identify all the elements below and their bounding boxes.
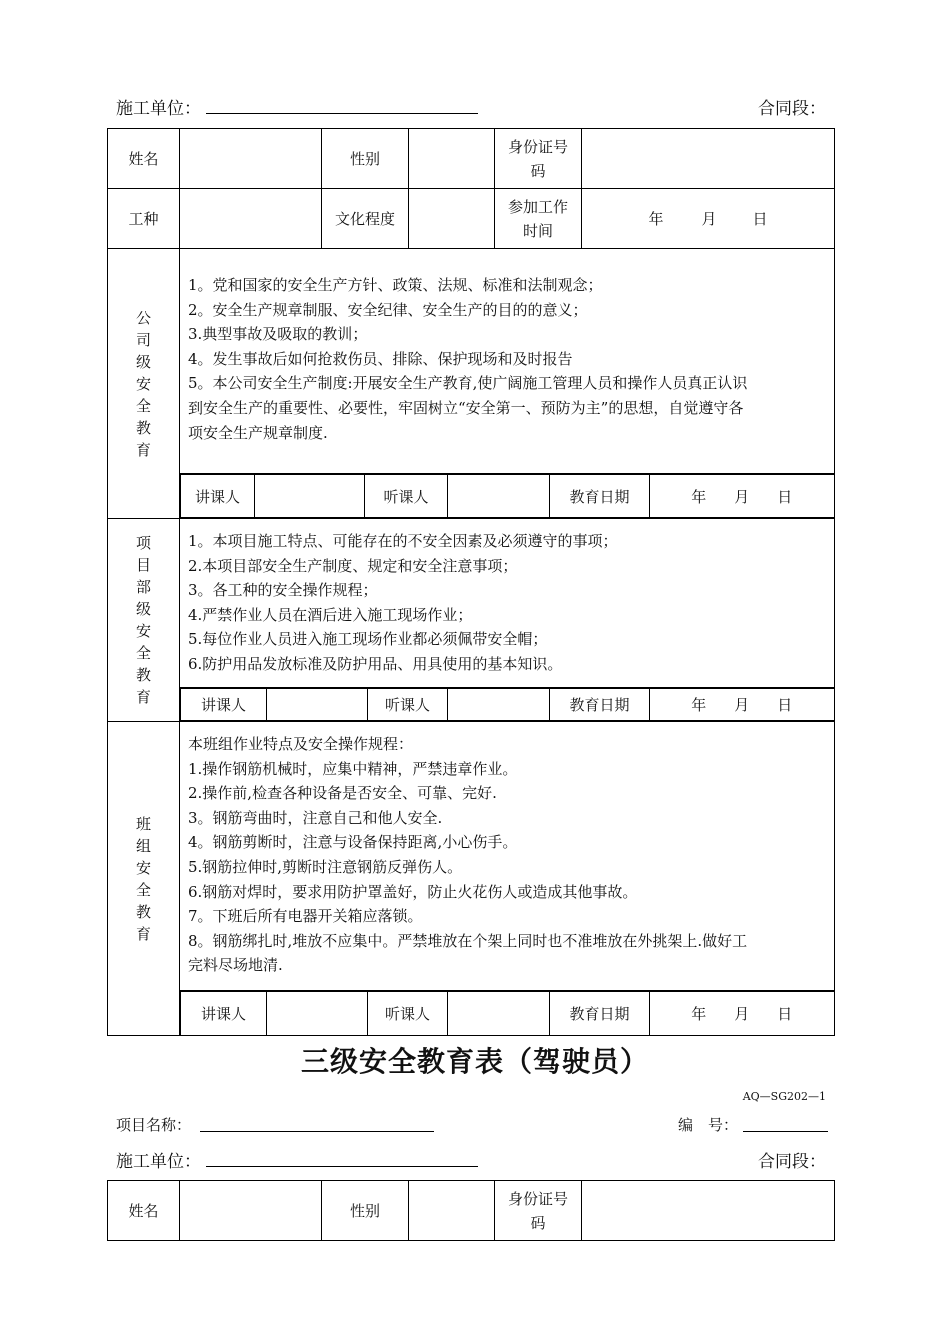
education-date-input[interactable] [650,992,835,1036]
sign-table [180,474,835,518]
number-field[interactable] [743,1131,828,1132]
listener-label: 听课人 [365,475,448,518]
year-label: 年 [691,487,707,506]
content-line: 6.防护用品发放标准及防护用品、用具使用的基本知识。 [188,654,563,673]
team-level-sign [180,991,835,1036]
content-line: 2。安全生产规章制服、安全纪律、安全生产的目的的意义； [188,300,588,319]
year-label: 年 [648,210,664,228]
unit-field[interactable] [206,113,478,114]
work-info-row [108,189,835,249]
company-level-content-row [108,249,835,474]
education-date-label: 教育日期 [550,475,650,518]
content-line: 4。钢筋剪断时，注意与设备保持距离,小心伤手。 [188,833,518,852]
id-number-input[interactable] [582,1181,835,1241]
month-label: 月 [734,696,750,714]
content-line: 5。本公司安全生产制度:开展安全生产教育,使广阔施工管理人员和操作人员真正认识 [188,374,748,393]
month-label: 月 [734,1004,750,1023]
trade-input[interactable] [180,189,322,249]
id-number-label [495,1181,582,1241]
project-level-content-row [108,519,835,688]
work-start-label [495,189,582,249]
title-char: 全 [135,880,151,899]
content-line: 2.操作前,检查各种设备是否安全、可靠、完好. [188,784,497,803]
content-line: 2.本项目部安全生产制度、规定和安全注意事项； [188,556,518,575]
content-line: 1。本项目施工特点、可能存在的不安全因素及必须遵守的事项； [188,532,618,550]
content-line: 3.典型事故及吸取的教训； [188,325,368,344]
number-label: 编 号： [678,1116,739,1134]
title-char: 教 [135,666,151,684]
id-number-label [495,129,582,189]
project-name-label: 项目名称： [116,1116,192,1134]
lecturer-input[interactable] [267,689,368,721]
month-label: 月 [701,210,717,228]
title-char: 安 [135,622,151,640]
name-input[interactable] [180,129,322,189]
personal-info-row [108,129,835,189]
company-level-title [108,249,180,519]
year-label: 年 [691,696,707,714]
id-number-input[interactable] [582,129,835,189]
id-number-label-line2: 码 [530,1213,546,1232]
title-char: 全 [135,644,151,662]
title-char: 级 [135,352,151,371]
work-start-label-line1: 参加工作 [507,197,568,216]
day-label: 日 [777,1004,793,1023]
listener-label: 听课人 [368,992,448,1036]
name-label: 姓名 [108,1181,180,1241]
content-line: 5.钢筋拉伸时,剪断时注意钢筋反弹伤人。 [188,857,463,876]
trade-label: 工种 [108,189,180,249]
project-name-field[interactable] [200,1131,434,1132]
title-char: 公 [135,308,151,327]
team-level-content-row [108,722,835,991]
page-title: 三级安全教育表（驾驶员） [300,1045,649,1078]
content-line: 5.每位作业人员进入施工现场作业都必须佩带安全帽； [188,630,548,649]
id-number-label-line1: 身份证号 [507,1189,568,1208]
content-line: 到安全生产的重要性、必要性，牢固树立“安全第一、预防为主”的思想，自觉遵守各 [188,398,744,417]
content-line: 完料尽场地清. [188,956,283,975]
unit-label: 施工单位： [116,1152,201,1172]
content-line: 8。钢筋绑扎时,堆放不应集中。严禁堆放在个架上同时也不准堆放在外挑架上.做好工 [188,931,748,950]
day-label: 日 [777,696,793,714]
lecturer-input[interactable] [267,992,368,1036]
unit-field[interactable] [206,1166,478,1167]
title-char: 组 [135,836,151,855]
title-char: 目 [135,556,151,574]
gender-label: 性别 [322,1181,409,1241]
day-label: 日 [752,210,768,228]
title-char: 项 [135,534,151,552]
title-char: 教 [135,902,151,921]
contract-label: 合同段： [758,1152,826,1172]
month-label: 月 [734,487,750,506]
project-level-content [180,519,835,688]
content-line: 7。下班后所有电器开关箱应落锁。 [188,907,423,926]
day-label: 日 [777,487,793,506]
listener-input[interactable] [448,475,550,518]
work-start-label-line2: 时间 [522,221,553,240]
lecturer-label: 讲课人 [181,689,267,721]
personal-info-row [108,1181,835,1241]
id-number-label-line2: 码 [530,161,546,180]
title-char: 司 [135,330,151,349]
listener-input[interactable] [448,689,550,721]
company-level-content [180,249,835,474]
company-level-sign-row [108,474,835,519]
education-date-label: 教育日期 [550,689,650,721]
unit-label: 施工单位： [116,99,201,119]
id-number-label-line1: 身份证号 [507,137,568,156]
education-form [107,128,835,1036]
listener-label: 听课人 [368,689,448,721]
title-char: 全 [135,396,151,415]
title-char: 班 [135,814,151,833]
content-line: 6.钢筋对焊时，要求用防护罩盖好，防止火花伤人或造成其他事故。 [188,882,638,901]
name-label: 姓名 [108,129,180,189]
content-line: 3。各工种的安全操作规程； [188,581,378,600]
gender-input[interactable] [409,1181,495,1241]
lecturer-label: 讲课人 [181,992,267,1036]
title-char: 部 [135,578,151,596]
content-line: 4。发生事故后如何抢救伤员、排除、保护现场和及时报告 [188,349,573,368]
title-char: 安 [135,858,151,877]
year-label: 年 [691,1004,707,1023]
content-line: 1。党和国家的安全生产方针、政策、法规、标准和法制观念； [188,276,603,294]
gender-input[interactable] [409,129,495,189]
name-input[interactable] [180,1181,322,1241]
form-code: AQ—SG202—1 [742,1090,826,1103]
title-char: 安 [135,374,151,393]
team-level-sign-row [108,991,835,1036]
content-line: 3。钢筋弯曲时，注意自己和他人安全. [188,808,443,827]
title-char: 育 [135,924,151,943]
project-level-sign [180,688,835,722]
title-char: 育 [135,688,151,706]
project-level-sign-row [108,688,835,722]
title-char: 教 [135,418,151,437]
content-line: 项安全生产规章制度. [188,423,328,442]
team-level-title [108,722,180,1036]
content-line: 本班组作业特点及安全操作规程： [188,735,414,753]
sign-table [180,688,835,721]
contract-label: 合同段： [758,99,826,119]
education-date-label: 教育日期 [550,992,650,1036]
project-level-title [108,519,180,722]
education-date-input[interactable] [650,475,835,518]
education-date-input[interactable] [650,689,835,721]
content-line: 4.严禁作业人员在酒后进入施工现场作业； [188,605,473,624]
work-start-date[interactable] [582,189,835,249]
team-level-content [180,722,835,991]
company-level-sign [180,474,835,519]
title-char: 育 [135,440,151,459]
education-level-label: 文化程度 [322,189,409,249]
listener-input[interactable] [448,992,550,1036]
driver-education-form [107,1180,835,1241]
sign-table [180,991,835,1036]
lecturer-label: 讲课人 [181,475,255,518]
content-line: 1.操作钢筋机械时，应集中精神，严禁违章作业。 [188,759,518,778]
gender-label: 性别 [322,129,409,189]
title-char: 级 [135,600,151,618]
education-level-input[interactable] [409,189,495,249]
lecturer-input[interactable] [255,475,365,518]
